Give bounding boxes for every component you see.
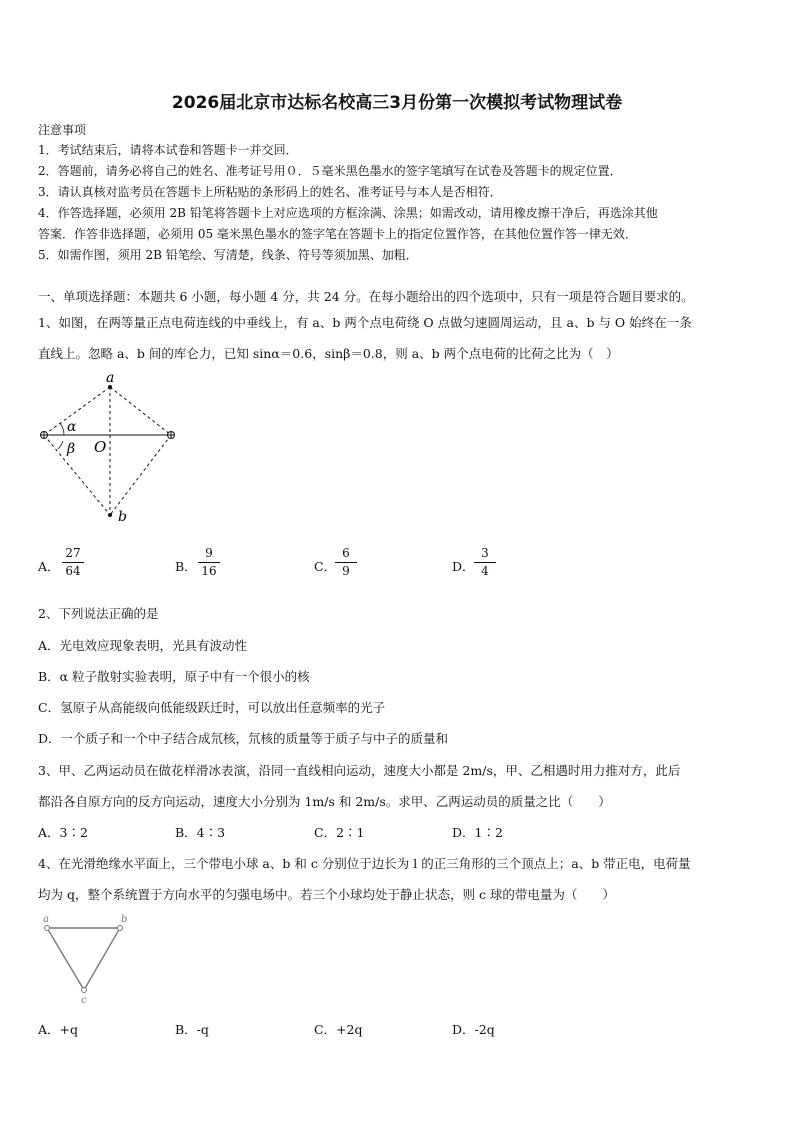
question-4-option-b: B．-q: [175, 1022, 209, 1037]
question-4-option-d: D．-2q: [452, 1022, 495, 1037]
fraction-denominator: 16: [201, 564, 217, 578]
question-2-option-d: D．一个质子和一个中子结合成氘核，氘核的质量等于质子与中子的质量和: [38, 731, 449, 746]
option-d-letter: D．: [452, 559, 475, 574]
question-3-option-c: C．2∶1: [314, 825, 365, 840]
notice-item: 1．考试结束后，请将本试卷和答题卡一并交回．: [38, 143, 298, 157]
notice-item: 3．请认真核对监考员在答题卡上所粘贴的条形码上的姓名、准考证号与本人是否相符．: [38, 185, 502, 199]
question-2-option-b: B．α 粒子散射实验表明，原子中有一个很小的核: [38, 669, 310, 684]
question-1-stem-line2: 直线上。忽略 a、b 间的库仑力，已知 sinα＝0.6，sinβ＝0.8，则 a、b 两个点电荷的比荷之比为（ ）: [38, 346, 619, 361]
option-c-fraction: [333, 546, 359, 579]
question-1-stem-line1: 1、如图，在两等量正点电荷连线的中垂线上，有 a、b 两个点电荷绕 O 点做匀速圆周运动，且 a、b 与 O 始终在一条: [38, 315, 692, 330]
notice-item: 4．作答选择题，必须用 2B 铅笔将答题卡上对应选项的方框涂满、涂黑；如需改动，请用橡皮擦干净后，再选涂其他: [38, 206, 658, 220]
notice-item: 答案．作答非选择题，必须用 05 毫米黑色墨水的签字笔在答题卡上的指定位置作答，在其他位置作答一律无效．: [38, 227, 637, 241]
label-b: b: [118, 509, 127, 525]
label-o: O: [94, 438, 107, 456]
option-b-letter: B．: [175, 559, 197, 574]
page-title: 2026届北京市达标名校高三3月份第一次模拟考试物理试卷: [171, 93, 623, 113]
question-4-stem-line2: 均为 q，整个系统置于方向水平的匀强电场中。若三个小球均处于静止状态，则 c 球的带电量为（ ）: [38, 887, 615, 902]
question-3-stem-line2: 都沿各自原方向的反方向运动，速度大小分别为 1m/s 和 2m/s。求甲、乙两运动员的质量之比（ ）: [38, 794, 611, 809]
fraction-denominator: 4: [481, 564, 489, 578]
fraction-numerator: 6: [342, 546, 350, 560]
option-a-fraction: [60, 546, 86, 579]
label-a: a: [43, 914, 49, 925]
option-c-letter: C．: [314, 559, 337, 574]
question-4-option-c: C．+2q: [314, 1022, 363, 1037]
option-b-fraction: [196, 546, 222, 579]
question-4-figure: [38, 910, 138, 1005]
question-2-stem: 2、下列说法正确的是: [38, 606, 159, 621]
question-1-figure: [36, 368, 186, 528]
question-2-option-c: C．氢原子从高能级向低能级跃迁时，可以放出任意频率的光子: [38, 700, 386, 715]
label-c: c: [81, 995, 87, 1006]
notice-item: 2．答题前，请务必将自己的姓名、准考证号用０．５毫米黑色墨水的签字笔填写在试卷及答题卡的规定位置．: [38, 164, 622, 178]
label-alpha: α: [67, 419, 77, 435]
question-4-option-a: A．+q: [38, 1022, 79, 1037]
fraction-denominator: 64: [65, 564, 81, 578]
fraction-numerator: 27: [65, 546, 81, 560]
question-4-stem-line1: 4、在光滑绝缘水平面上，三个带电小球 a、b 和 c 分别位于边长为 l 的正三角形的三个顶点上；a、b 带正电，电荷量: [38, 856, 691, 871]
option-a-letter: A．: [38, 559, 60, 574]
question-2-option-a: A．光电效应现象表明，光具有波动性: [38, 638, 248, 653]
section-heading: 一、单项选择题：本题共 6 小题，每小题 4 分，共 24 分。在每小题给出的四个选项中，只有一项是符合题目要求的。: [38, 289, 694, 304]
notice-heading: 注意事项: [38, 123, 87, 137]
question-3-stem-line1: 3、甲、乙两运动员在做花样滑冰表演，沿同一直线相向运动，速度大小都是 2m/s，甲、乙相遇时用力推对方，此后: [38, 763, 681, 778]
label-b: b: [121, 914, 128, 925]
notice-item: 5．如需作图，须用 2B 铅笔绘、写清楚，线条、符号等须加黑、加粗．: [38, 248, 418, 262]
question-3-option-b: B．4∶3: [175, 825, 226, 840]
option-d-fraction: [472, 546, 498, 579]
fraction-numerator: 3: [481, 546, 489, 560]
question-3-option-a: A．3∶2: [38, 825, 88, 840]
fraction-numerator: 9: [205, 546, 213, 560]
label-a: a: [106, 370, 115, 386]
question-3-option-d: D．1∶2: [452, 825, 503, 840]
fraction-denominator: 9: [342, 564, 350, 578]
label-beta: β: [67, 441, 76, 457]
